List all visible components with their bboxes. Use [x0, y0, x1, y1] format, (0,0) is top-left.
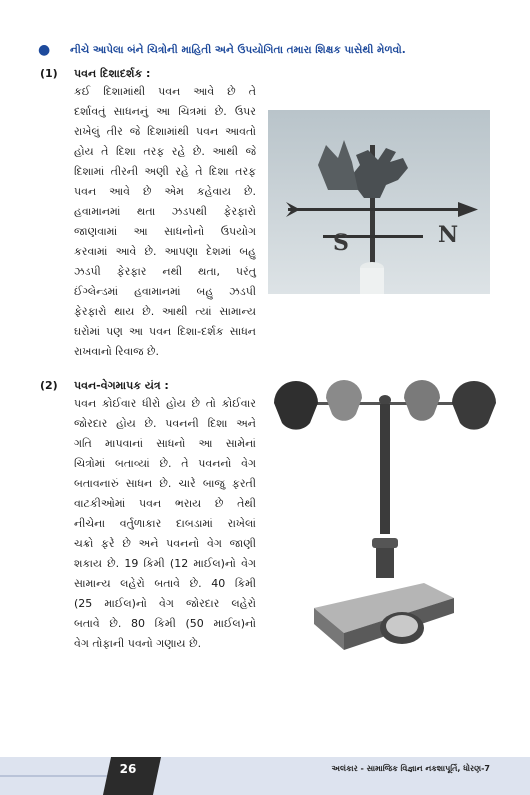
anemometer-image	[274, 368, 496, 668]
paragraph-line: ચક્રો ફરે છે અને પવનનો વેગ જાણી	[74, 537, 256, 550]
paragraph-line: દિશામાં તીરની અણી રહે તે દિશા તરફ	[74, 165, 256, 178]
vane-letter-n: N	[438, 222, 459, 248]
page-footer	[0, 757, 530, 795]
weather-vane-image	[268, 110, 490, 294]
paragraph-line: ફેરફારો થાય છે. આથી ત્યાં સામાન્ય	[74, 305, 256, 318]
paragraph-line: ઝડપી ફેરફાર નથી થતા, પરંતુ	[74, 265, 256, 278]
section-2-number: (2)	[40, 379, 58, 392]
paragraph-line: સામાન્ય લહેરો બતાવે છે. 40 કિમી	[74, 577, 256, 590]
paragraph-line: ઘરોમાં પણ આ પવન દિશા-દર્શક સાધન	[74, 325, 256, 338]
paragraph-line: બતાવે છે. 80 કિમી (50 માઈલ)નો	[74, 617, 256, 630]
footer-divider	[0, 775, 107, 777]
section-2-paragraph	[74, 394, 256, 654]
paragraph-line: શકાય છે. 19 કિમી (12 માઈલ)નો વેગ	[74, 557, 256, 570]
paragraph-line: જાણવામાં આ સાધનોનો ઉપયોગ	[74, 225, 256, 238]
paragraph-line: રાખવાનો રિવાજ છે.	[74, 345, 160, 358]
section-1-number: (1)	[40, 67, 58, 80]
paragraph-line: નીચેના વર્તુળાકાર દાબડામાં રાખેલાં	[74, 517, 256, 530]
paragraph-line: (25 માઈલ)નો વેગ જોરદાર લહેરો	[74, 597, 256, 610]
paragraph-line: દર્શાવતું સાધનનું આ ચિત્રમાં છે. ઉપર	[74, 105, 256, 118]
page-number: 26	[119, 762, 137, 776]
paragraph-line: હવામાનમાં થતા ઝડપથી ફેરફારો	[74, 205, 256, 218]
vane-letter-s: S	[333, 230, 349, 256]
paragraph-line: કઈ દિશામાંથી પવન આવે છે તે	[74, 85, 256, 98]
paragraph-line: હોય તે દિશા તરફ રહે છે. આથી જે	[74, 145, 256, 158]
paragraph-line: કરવામાં આવે છે. આપણા દેશમાં બહુ	[74, 245, 256, 258]
section-2-heading: પવન-વેગમાપક યંત્ર :	[74, 379, 169, 392]
section-1-paragraph	[74, 82, 256, 362]
book-title: અલંકાર - સામાજિક વિજ્ઞાન નકશાપૂર્તિ, ધોરણ-7	[331, 764, 490, 773]
paragraph-line: વાટકીઓમાં પવન ભરાય છે તેથી	[74, 497, 256, 510]
paragraph-line: ગતિ માપવાનાં સાધનો આ સામેનાં	[74, 437, 256, 450]
paragraph-line: પવન કોઈવાર ધીરો હોય છે તો કોઈવાર	[74, 397, 256, 410]
paragraph-line: બતાવનારું સાધન છે. ચારે બાજુ ફરતી	[74, 477, 256, 490]
paragraph-line: જોરદાર હોય છે. પવનની દિશા અને	[74, 417, 256, 430]
paragraph-line: પવન આવે છે એમ કહેવાય છે.	[74, 185, 256, 198]
paragraph-line: ઈંગ્લેન્ડમાં હવામાનમાં બહુ ઝડપી	[74, 285, 256, 298]
intro-text: નીચે આપેલા બંને ચિત્રોની માહિતી અને ઉપયોગિતા તમારા શિક્ષક પાસેથી મેળવો.	[70, 44, 406, 56]
paragraph-line: રાખેલું તીર જે દિશામાંથી પવન આવતો	[74, 125, 256, 138]
bullet-icon: ●	[38, 42, 51, 58]
section-1-heading: પવન દિશાદર્શક :	[74, 67, 151, 80]
paragraph-line: ચિત્રોમાં બતાવ્યાં છે. તે પવનનો વેગ	[74, 457, 256, 470]
paragraph-line: વેગ તોફાની પવનો ગણાય છે.	[74, 637, 202, 650]
